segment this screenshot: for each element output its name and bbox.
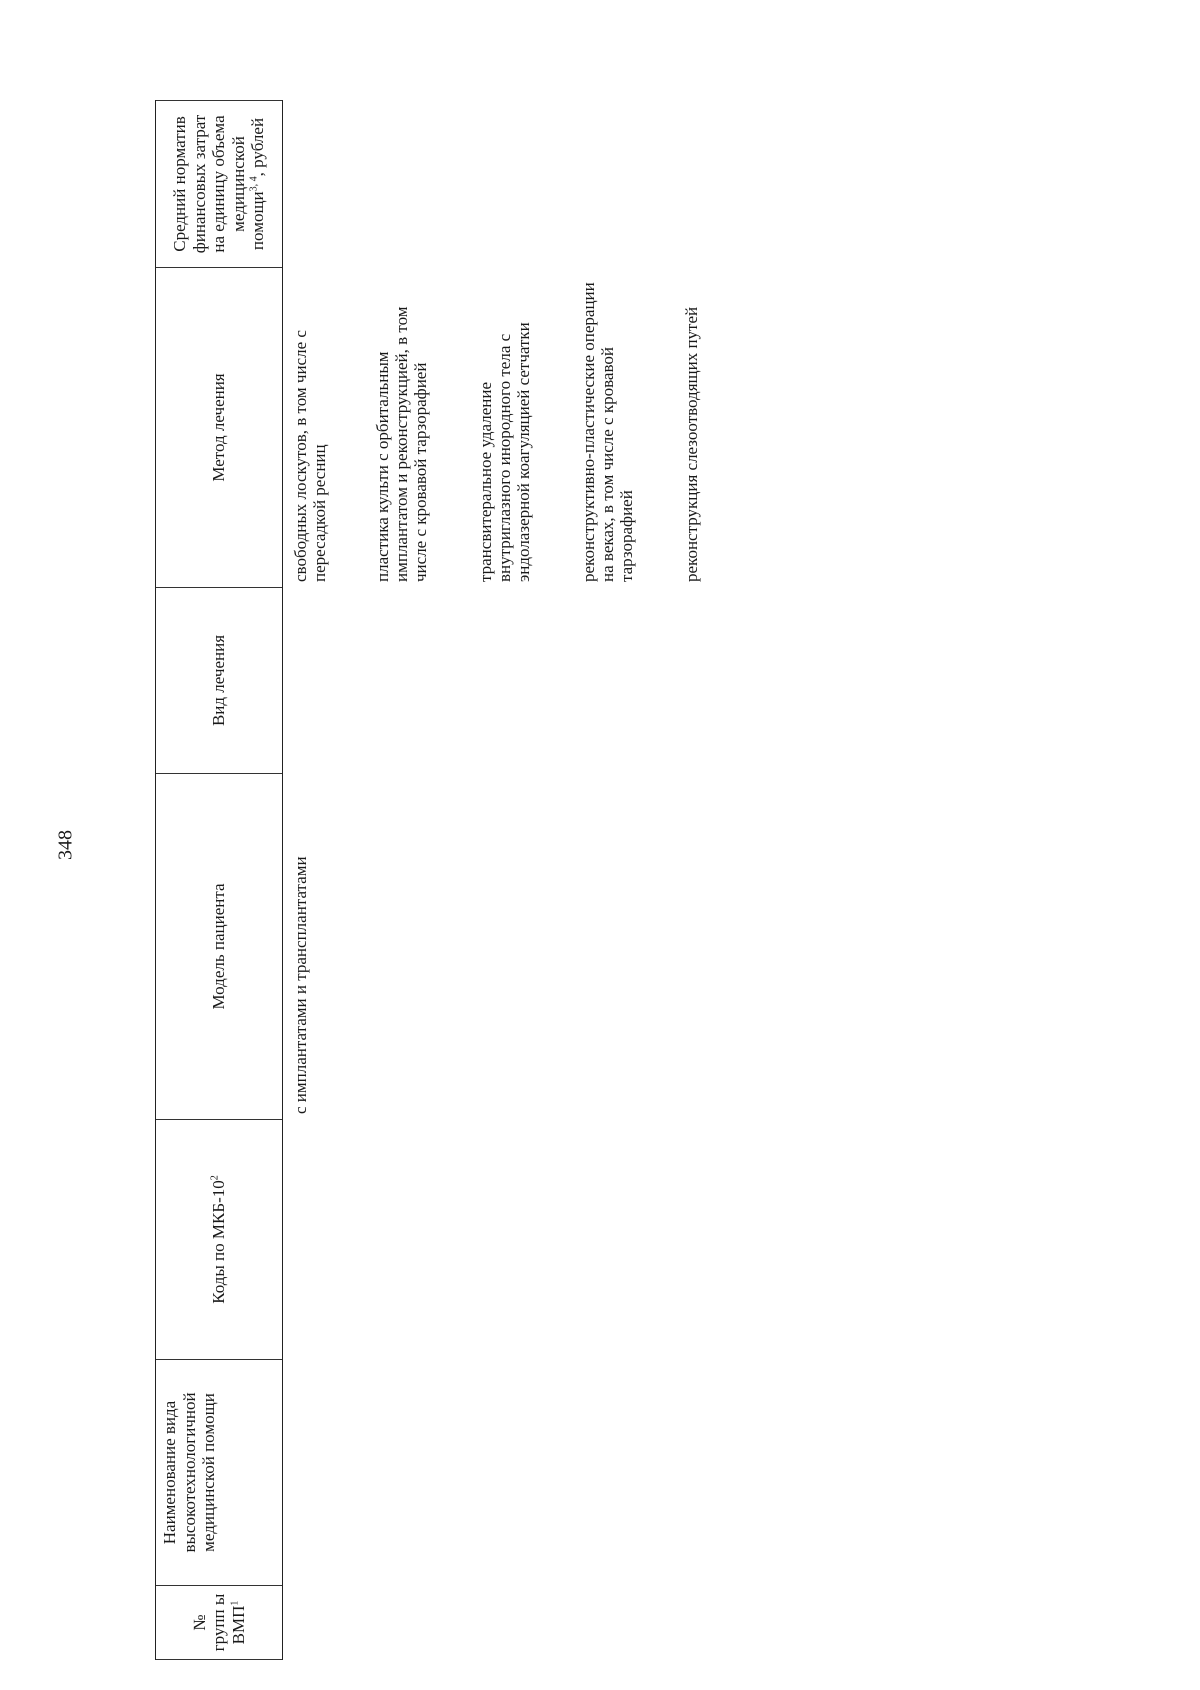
- cell-treatment-type: [283, 588, 1200, 774]
- cell-treatment-methods: [283, 268, 1200, 588]
- rotated-table-frame: [155, 100, 1200, 1660]
- header-icd-codes: [156, 1120, 282, 1360]
- method-item: реконструктивно-пластические операции на веках, в том числе с кровавой тарзорафией: [579, 282, 637, 582]
- table-row: [283, 100, 1200, 1660]
- header-care-name: Наименование вида высокотехнологичной медицинской помощи: [156, 1360, 282, 1586]
- header-icd-codes-text: Коды по МКБ-$10^2$: [209, 1175, 229, 1304]
- cell-group-number: [283, 1586, 1200, 1660]
- method-item: трансвитеральное удаление внутриглазного инородного тела с эндолазерной коагуляцией сетчатки: [476, 322, 534, 582]
- header-group-number: [156, 1586, 282, 1660]
- cell-care-name: [283, 1360, 1200, 1586]
- table-header-row: [155, 100, 283, 1660]
- page-number: 348: [54, 830, 77, 860]
- header-cost-norm: [156, 100, 282, 268]
- header-group-number-text: № групп ы ВМП$^1$: [189, 1593, 248, 1652]
- header-cost-norm-text: Средний норматив финансовых затрат на единицу объема медицинской помощи$^{3, 4}$, рублей: [170, 114, 268, 254]
- header-treatment-method: Метод лечения: [156, 268, 282, 588]
- method-item: пластика культи с орбитальным имплантатом и реконструкцией, в том числе с кровавой тарзорафией: [373, 306, 431, 582]
- cell-patient-model: с имплантатами и трансплантатами: [291, 856, 310, 1114]
- method-item: свободных лоскутов, в том числе с пересадкой ресниц: [291, 330, 330, 582]
- cell-cost-norm: [283, 100, 1200, 268]
- header-patient-model: Модель пациента: [156, 774, 282, 1120]
- medical-care-table: [155, 100, 1200, 1660]
- cell-icd-codes: [283, 1120, 1200, 1360]
- method-item: реконструкция слезоотводящих путей: [682, 306, 702, 582]
- header-treatment-type: Вид лечения: [156, 588, 282, 774]
- method-list: [291, 274, 747, 582]
